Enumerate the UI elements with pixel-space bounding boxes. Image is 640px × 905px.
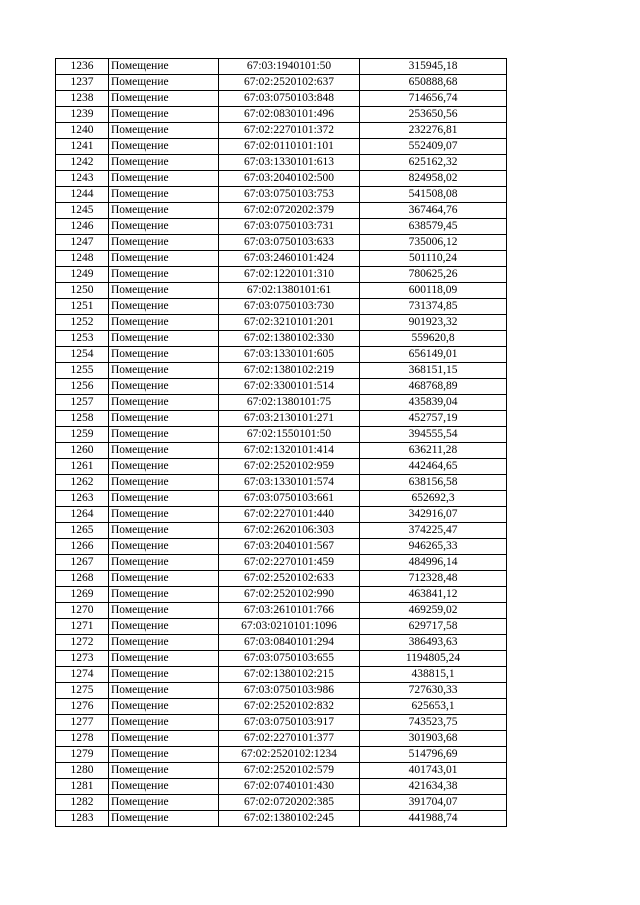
- row-number-cell: 1262: [56, 475, 109, 491]
- row-number-cell: 1254: [56, 347, 109, 363]
- object-type-cell: Помещение: [109, 219, 219, 235]
- cadastral-number-cell: 67:02:2620106:303: [219, 523, 360, 539]
- cadastral-number-cell: 67:03:2040101:567: [219, 539, 360, 555]
- table-body: [56, 59, 507, 827]
- value-cell: 514796,69: [360, 747, 507, 763]
- cadastral-number-cell: 67:03:2460101:424: [219, 251, 360, 267]
- value-cell: 552409,07: [360, 139, 507, 155]
- cadastral-number-cell: 67:03:0750103:986: [219, 683, 360, 699]
- cadastral-number-cell: 67:03:0750103:730: [219, 299, 360, 315]
- object-type-cell: Помещение: [109, 731, 219, 747]
- value-cell: 391704,07: [360, 795, 507, 811]
- cadastral-number-cell: 67:03:2130101:271: [219, 411, 360, 427]
- cadastral-number-cell: 67:02:2270101:377: [219, 731, 360, 747]
- value-cell: 638156,58: [360, 475, 507, 491]
- row-number-cell: 1272: [56, 635, 109, 651]
- row-number-cell: 1281: [56, 779, 109, 795]
- cadastral-number-cell: 67:02:2270101:440: [219, 507, 360, 523]
- row-number-cell: 1259: [56, 427, 109, 443]
- value-cell: 368151,15: [360, 363, 507, 379]
- table-row: [56, 59, 507, 75]
- row-number-cell: 1240: [56, 123, 109, 139]
- cadastral-number-cell: 67:02:0740101:430: [219, 779, 360, 795]
- object-type-cell: Помещение: [109, 267, 219, 283]
- cadastral-number-cell: 67:02:1380101:75: [219, 395, 360, 411]
- cadastral-number-cell: 67:02:2520102:637: [219, 75, 360, 91]
- table-row: [56, 603, 507, 619]
- value-cell: 727630,33: [360, 683, 507, 699]
- table-row: [56, 251, 507, 267]
- value-cell: 638579,45: [360, 219, 507, 235]
- value-cell: 714656,74: [360, 91, 507, 107]
- row-number-cell: 1239: [56, 107, 109, 123]
- row-number-cell: 1275: [56, 683, 109, 699]
- table-row: [56, 443, 507, 459]
- object-type-cell: Помещение: [109, 539, 219, 555]
- row-number-cell: 1264: [56, 507, 109, 523]
- row-number-cell: 1257: [56, 395, 109, 411]
- cadastral-number-cell: 67:02:0720202:379: [219, 203, 360, 219]
- table-row: [56, 811, 507, 827]
- value-cell: 636211,28: [360, 443, 507, 459]
- cadastral-number-cell: 67:02:1220101:310: [219, 267, 360, 283]
- table-row: [56, 75, 507, 91]
- row-number-cell: 1265: [56, 523, 109, 539]
- object-type-cell: Помещение: [109, 171, 219, 187]
- cadastral-number-cell: 67:02:1380102:330: [219, 331, 360, 347]
- row-number-cell: 1258: [56, 411, 109, 427]
- value-cell: 394555,54: [360, 427, 507, 443]
- object-type-cell: Помещение: [109, 683, 219, 699]
- table-row: [56, 363, 507, 379]
- object-type-cell: Помещение: [109, 75, 219, 91]
- value-cell: 652692,3: [360, 491, 507, 507]
- table-row: [56, 491, 507, 507]
- cadastral-number-cell: 67:03:2610101:766: [219, 603, 360, 619]
- row-number-cell: 1243: [56, 171, 109, 187]
- value-cell: 559620,8: [360, 331, 507, 347]
- value-cell: 712328,48: [360, 571, 507, 587]
- object-type-cell: Помещение: [109, 779, 219, 795]
- row-number-cell: 1236: [56, 59, 109, 75]
- object-type-cell: Помещение: [109, 619, 219, 635]
- object-type-cell: Помещение: [109, 123, 219, 139]
- table-row: [56, 587, 507, 603]
- table-row: [56, 203, 507, 219]
- cadastral-number-cell: 67:02:2270101:372: [219, 123, 360, 139]
- cadastral-number-cell: 67:02:1380102:215: [219, 667, 360, 683]
- row-number-cell: 1246: [56, 219, 109, 235]
- row-number-cell: 1237: [56, 75, 109, 91]
- row-number-cell: 1271: [56, 619, 109, 635]
- cadastral-number-cell: 67:03:1330101:613: [219, 155, 360, 171]
- table-row: [56, 411, 507, 427]
- object-type-cell: Помещение: [109, 667, 219, 683]
- table-row: [56, 747, 507, 763]
- value-cell: 253650,56: [360, 107, 507, 123]
- cadastral-number-cell: 67:03:0750103:731: [219, 219, 360, 235]
- row-number-cell: 1253: [56, 331, 109, 347]
- table-row: [56, 571, 507, 587]
- property-registry-table: [55, 58, 507, 827]
- cadastral-number-cell: 67:03:0750103:848: [219, 91, 360, 107]
- cadastral-number-cell: 67:02:0110101:101: [219, 139, 360, 155]
- table-row: [56, 123, 507, 139]
- object-type-cell: Помещение: [109, 635, 219, 651]
- cadastral-number-cell: 67:03:1330101:574: [219, 475, 360, 491]
- row-number-cell: 1260: [56, 443, 109, 459]
- value-cell: 625162,32: [360, 155, 507, 171]
- object-type-cell: Помещение: [109, 523, 219, 539]
- value-cell: 301903,68: [360, 731, 507, 747]
- object-type-cell: Помещение: [109, 651, 219, 667]
- table-row: [56, 283, 507, 299]
- value-cell: 374225,47: [360, 523, 507, 539]
- row-number-cell: 1249: [56, 267, 109, 283]
- row-number-cell: 1282: [56, 795, 109, 811]
- value-cell: 1194805,24: [360, 651, 507, 667]
- cadastral-number-cell: 67:02:1550101:50: [219, 427, 360, 443]
- table-row: [56, 267, 507, 283]
- cadastral-number-cell: 67:02:2520102:832: [219, 699, 360, 715]
- row-number-cell: 1276: [56, 699, 109, 715]
- row-number-cell: 1245: [56, 203, 109, 219]
- table-row: [56, 155, 507, 171]
- cadastral-number-cell: 67:03:1330101:605: [219, 347, 360, 363]
- table-row: [56, 139, 507, 155]
- value-cell: 438815,1: [360, 667, 507, 683]
- cadastral-number-cell: 67:02:2520102:633: [219, 571, 360, 587]
- value-cell: 442464,65: [360, 459, 507, 475]
- object-type-cell: Помещение: [109, 491, 219, 507]
- table-row: [56, 331, 507, 347]
- cadastral-number-cell: 67:02:2520102:1234: [219, 747, 360, 763]
- row-number-cell: 1247: [56, 235, 109, 251]
- table-row: [56, 171, 507, 187]
- object-type-cell: Помещение: [109, 699, 219, 715]
- table-row: [56, 523, 507, 539]
- value-cell: 501110,24: [360, 251, 507, 267]
- cadastral-number-cell: 67:03:0750103:917: [219, 715, 360, 731]
- object-type-cell: Помещение: [109, 603, 219, 619]
- row-number-cell: 1238: [56, 91, 109, 107]
- object-type-cell: Помещение: [109, 555, 219, 571]
- cadastral-number-cell: 67:03:0750103:655: [219, 651, 360, 667]
- value-cell: 401743,01: [360, 763, 507, 779]
- row-number-cell: 1267: [56, 555, 109, 571]
- row-number-cell: 1279: [56, 747, 109, 763]
- table-row: [56, 507, 507, 523]
- table-row: [56, 459, 507, 475]
- object-type-cell: Помещение: [109, 251, 219, 267]
- object-type-cell: Помещение: [109, 587, 219, 603]
- value-cell: 469259,02: [360, 603, 507, 619]
- row-number-cell: 1250: [56, 283, 109, 299]
- cadastral-number-cell: 67:03:0750103:661: [219, 491, 360, 507]
- row-number-cell: 1283: [56, 811, 109, 827]
- cadastral-number-cell: 67:02:2520102:959: [219, 459, 360, 475]
- row-number-cell: 1251: [56, 299, 109, 315]
- row-number-cell: 1266: [56, 539, 109, 555]
- table-row: [56, 635, 507, 651]
- cadastral-number-cell: 67:02:3210101:201: [219, 315, 360, 331]
- row-number-cell: 1248: [56, 251, 109, 267]
- object-type-cell: Помещение: [109, 443, 219, 459]
- table-row: [56, 427, 507, 443]
- row-number-cell: 1273: [56, 651, 109, 667]
- row-number-cell: 1270: [56, 603, 109, 619]
- value-cell: 232276,81: [360, 123, 507, 139]
- cadastral-number-cell: 67:02:2270101:459: [219, 555, 360, 571]
- row-number-cell: 1269: [56, 587, 109, 603]
- object-type-cell: Помещение: [109, 715, 219, 731]
- table-row: [56, 651, 507, 667]
- row-number-cell: 1256: [56, 379, 109, 395]
- value-cell: 600118,09: [360, 283, 507, 299]
- object-type-cell: Помещение: [109, 571, 219, 587]
- cadastral-number-cell: 67:02:0830101:496: [219, 107, 360, 123]
- value-cell: 656149,01: [360, 347, 507, 363]
- table-row: [56, 555, 507, 571]
- value-cell: 367464,76: [360, 203, 507, 219]
- table-row: [56, 187, 507, 203]
- object-type-cell: Помещение: [109, 475, 219, 491]
- cadastral-number-cell: 67:03:2040102:500: [219, 171, 360, 187]
- table-row: [56, 299, 507, 315]
- value-cell: 463841,12: [360, 587, 507, 603]
- object-type-cell: Помещение: [109, 459, 219, 475]
- value-cell: 435839,04: [360, 395, 507, 411]
- table-row: [56, 795, 507, 811]
- value-cell: 824958,02: [360, 171, 507, 187]
- object-type-cell: Помещение: [109, 363, 219, 379]
- table-row: [56, 347, 507, 363]
- cadastral-number-cell: 67:02:3300101:514: [219, 379, 360, 395]
- table-row: [56, 395, 507, 411]
- object-type-cell: Помещение: [109, 155, 219, 171]
- value-cell: 625653,1: [360, 699, 507, 715]
- value-cell: 452757,19: [360, 411, 507, 427]
- cadastral-number-cell: 67:02:1380102:245: [219, 811, 360, 827]
- object-type-cell: Помещение: [109, 299, 219, 315]
- object-type-cell: Помещение: [109, 347, 219, 363]
- object-type-cell: Помещение: [109, 811, 219, 827]
- row-number-cell: 1241: [56, 139, 109, 155]
- cadastral-number-cell: 67:02:2520102:990: [219, 587, 360, 603]
- row-number-cell: 1261: [56, 459, 109, 475]
- row-number-cell: 1242: [56, 155, 109, 171]
- row-number-cell: 1263: [56, 491, 109, 507]
- cadastral-number-cell: 67:03:0750103:753: [219, 187, 360, 203]
- object-type-cell: Помещение: [109, 315, 219, 331]
- table-row: [56, 315, 507, 331]
- cadastral-number-cell: 67:02:1380102:219: [219, 363, 360, 379]
- row-number-cell: 1252: [56, 315, 109, 331]
- table-row: [56, 779, 507, 795]
- cadastral-number-cell: 67:03:1940101:50: [219, 59, 360, 75]
- value-cell: 629717,58: [360, 619, 507, 635]
- object-type-cell: Помещение: [109, 59, 219, 75]
- row-number-cell: 1268: [56, 571, 109, 587]
- row-number-cell: 1255: [56, 363, 109, 379]
- cadastral-number-cell: 67:03:0210101:1096: [219, 619, 360, 635]
- object-type-cell: Помещение: [109, 235, 219, 251]
- cadastral-number-cell: 67:02:2520102:579: [219, 763, 360, 779]
- object-type-cell: Помещение: [109, 107, 219, 123]
- value-cell: 468768,89: [360, 379, 507, 395]
- table-row: [56, 475, 507, 491]
- table-row: [56, 107, 507, 123]
- value-cell: 421634,38: [360, 779, 507, 795]
- cadastral-number-cell: 67:02:1320101:414: [219, 443, 360, 459]
- object-type-cell: Помещение: [109, 187, 219, 203]
- table-row: [56, 731, 507, 747]
- object-type-cell: Помещение: [109, 427, 219, 443]
- table-row: [56, 763, 507, 779]
- value-cell: 650888,68: [360, 75, 507, 91]
- value-cell: 743523,75: [360, 715, 507, 731]
- object-type-cell: Помещение: [109, 203, 219, 219]
- row-number-cell: 1277: [56, 715, 109, 731]
- table-row: [56, 235, 507, 251]
- table-row: [56, 667, 507, 683]
- value-cell: 735006,12: [360, 235, 507, 251]
- table-row: [56, 715, 507, 731]
- object-type-cell: Помещение: [109, 795, 219, 811]
- value-cell: 780625,26: [360, 267, 507, 283]
- row-number-cell: 1278: [56, 731, 109, 747]
- table-row: [56, 219, 507, 235]
- row-number-cell: 1244: [56, 187, 109, 203]
- value-cell: 315945,18: [360, 59, 507, 75]
- table-row: [56, 699, 507, 715]
- object-type-cell: Помещение: [109, 395, 219, 411]
- object-type-cell: Помещение: [109, 379, 219, 395]
- table-row: [56, 619, 507, 635]
- table-row: [56, 379, 507, 395]
- value-cell: 484996,14: [360, 555, 507, 571]
- object-type-cell: Помещение: [109, 411, 219, 427]
- value-cell: 731374,85: [360, 299, 507, 315]
- table-row: [56, 683, 507, 699]
- row-number-cell: 1274: [56, 667, 109, 683]
- row-number-cell: 1280: [56, 763, 109, 779]
- table-row: [56, 539, 507, 555]
- value-cell: 946265,33: [360, 539, 507, 555]
- value-cell: 541508,08: [360, 187, 507, 203]
- cadastral-number-cell: 67:03:0750103:633: [219, 235, 360, 251]
- object-type-cell: Помещение: [109, 91, 219, 107]
- value-cell: 901923,32: [360, 315, 507, 331]
- object-type-cell: Помещение: [109, 139, 219, 155]
- table-row: [56, 91, 507, 107]
- object-type-cell: Помещение: [109, 763, 219, 779]
- cadastral-number-cell: 67:02:0720202:385: [219, 795, 360, 811]
- cadastral-number-cell: 67:03:0840101:294: [219, 635, 360, 651]
- object-type-cell: Помещение: [109, 331, 219, 347]
- value-cell: 441988,74: [360, 811, 507, 827]
- value-cell: 342916,07: [360, 507, 507, 523]
- object-type-cell: Помещение: [109, 507, 219, 523]
- value-cell: 386493,63: [360, 635, 507, 651]
- object-type-cell: Помещение: [109, 747, 219, 763]
- cadastral-number-cell: 67:02:1380101:61: [219, 283, 360, 299]
- object-type-cell: Помещение: [109, 283, 219, 299]
